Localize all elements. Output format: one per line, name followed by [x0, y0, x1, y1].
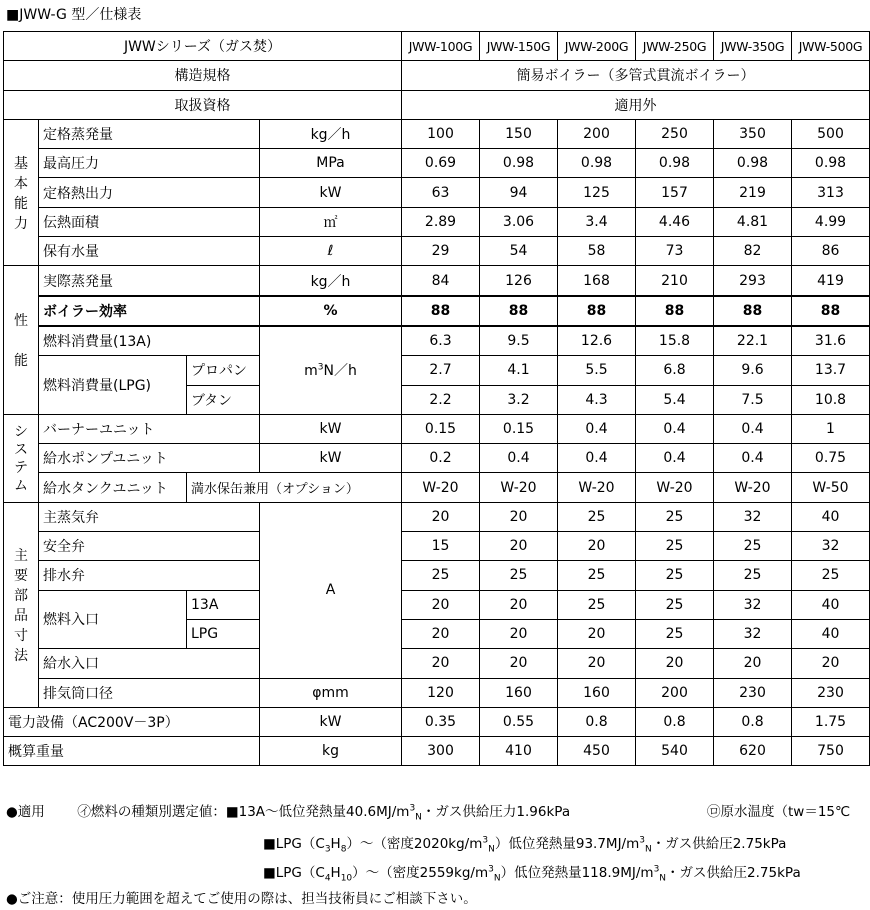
cell: 25 [558, 561, 636, 590]
note-text: ）～（密度2559kg/m [352, 865, 489, 881]
table-row [4, 502, 870, 531]
cell: 0.4 [714, 444, 792, 473]
group-performance: 性 能 [4, 266, 39, 414]
cell: 0.35 [402, 707, 480, 736]
cell: 88 [714, 296, 792, 326]
cell: 25 [636, 561, 714, 590]
cell: 219 [714, 178, 792, 207]
cell: 20 [636, 649, 714, 678]
cell: 157 [636, 178, 714, 207]
cell: 0.8 [558, 707, 636, 736]
cell: 25 [558, 502, 636, 531]
spec-table [3, 31, 870, 766]
cell: 10.8 [792, 385, 870, 414]
note-sub: N [415, 812, 422, 823]
row-label: 実際蒸発量 [39, 266, 260, 296]
cell: 2.7 [402, 356, 480, 385]
cell: 25 [558, 590, 636, 619]
note-water-temp: ㋺原水温度（tw＝15℃ [707, 804, 851, 820]
cell: 0.15 [480, 414, 558, 443]
cell: 9.6 [714, 356, 792, 385]
note-line-3 [263, 861, 801, 884]
cell: 0.4 [480, 444, 558, 473]
cell: 58 [558, 237, 636, 266]
cell: 0.55 [480, 707, 558, 736]
cell: 230 [714, 678, 792, 707]
cell: W-20 [402, 473, 480, 502]
cell: 22.1 [714, 326, 792, 356]
row-label: ボイラー効率 [39, 296, 260, 326]
cell: W-50 [792, 473, 870, 502]
table-row [4, 61, 870, 90]
cell: 2.89 [402, 207, 480, 236]
cell: 20 [558, 649, 636, 678]
note-sub: N [644, 844, 652, 855]
cell: 0.15 [402, 414, 480, 443]
cell: 84 [402, 266, 480, 296]
license-value: 適用外 [402, 90, 870, 119]
model-header: JWW-500G [792, 32, 870, 61]
note-sup: 3 [653, 864, 660, 875]
row-label: 電力設備（AC200V－3P） [4, 707, 260, 736]
cell: 20 [402, 649, 480, 678]
cell: 20 [480, 532, 558, 561]
row-label: 燃料消費量(13A) [39, 326, 260, 356]
cell: 0.8 [636, 707, 714, 736]
cell: 29 [402, 237, 480, 266]
cell: 12.6 [558, 326, 636, 356]
table-row [4, 356, 870, 385]
table-row [4, 444, 870, 473]
row-label: 安全弁 [39, 532, 260, 561]
note-sup: 3 [488, 864, 494, 875]
group-parts: 主 要 部 品 寸 法 [4, 502, 39, 707]
cell: 410 [480, 737, 558, 766]
row-sublabel: 13A [187, 590, 260, 619]
note-sub: 8 [340, 844, 347, 855]
cell: 5.5 [558, 356, 636, 385]
row-unit: $m^3N/h$ [260, 326, 402, 414]
table-row [4, 296, 870, 326]
cell: 32 [714, 502, 792, 531]
cell: 20 [714, 649, 792, 678]
row-label: 燃料消費量(LPG) [39, 356, 187, 415]
cell: 25 [636, 619, 714, 648]
note-text: ・ガス供給圧2.75kPa [651, 836, 787, 852]
cell: 2.2 [402, 385, 480, 414]
cell: 250 [636, 119, 714, 148]
cell: 63 [402, 178, 480, 207]
note-line-1 [6, 800, 570, 823]
note-text: ・ガス供給圧力1.96kPa [421, 804, 571, 820]
cell: 0.8 [714, 707, 792, 736]
cell: 25 [714, 532, 792, 561]
cell: 15 [402, 532, 480, 561]
table-row [4, 266, 870, 296]
cell: 4.99 [792, 207, 870, 236]
table-row [4, 237, 870, 266]
cell: 3.2 [480, 385, 558, 414]
cell: 88 [480, 296, 558, 326]
row-label: 最高圧力 [39, 149, 260, 178]
note-sub: 3 [324, 844, 331, 855]
table-row [4, 561, 870, 590]
cell: 0.98 [558, 149, 636, 178]
cell: 40 [792, 502, 870, 531]
cell: 32 [792, 532, 870, 561]
cell: 32 [714, 619, 792, 648]
row-label: 定格熱出力 [39, 178, 260, 207]
cell: 350 [714, 119, 792, 148]
cell: W-20 [480, 473, 558, 502]
table-row [4, 90, 870, 119]
row-unit: kW [260, 414, 402, 443]
model-header: JWW-200G [558, 32, 636, 61]
cell: 13.7 [792, 356, 870, 385]
cell: 20 [402, 619, 480, 648]
note-text: H [330, 865, 341, 881]
cell: 4.46 [636, 207, 714, 236]
row-label: 給水タンクユニット [39, 473, 187, 502]
cell: 620 [714, 737, 792, 766]
cell: 0.98 [714, 149, 792, 178]
row-label: 排水弁 [39, 561, 260, 590]
cell: 4.1 [480, 356, 558, 385]
cell: 6.3 [402, 326, 480, 356]
row-unit: kg／h [260, 266, 402, 296]
cell: 0.4 [636, 414, 714, 443]
model-header: JWW-150G [480, 32, 558, 61]
note-text: ■LPG（C [263, 865, 325, 881]
row-label: 定格蒸発量 [39, 119, 260, 148]
cell: W-20 [558, 473, 636, 502]
cell: 4.81 [714, 207, 792, 236]
row-unit: MPa [260, 149, 402, 178]
cell: 88 [402, 296, 480, 326]
note-text: ）低位発熱量118.9MJ/m [500, 865, 654, 881]
cell: 86 [792, 237, 870, 266]
cell: 20 [480, 619, 558, 648]
table-row [4, 590, 870, 619]
cell: 0.2 [402, 444, 480, 473]
cell: 25 [714, 561, 792, 590]
cell: 25 [636, 590, 714, 619]
cell: 20 [402, 502, 480, 531]
row-unit: kg [260, 737, 402, 766]
note-text: ）～（密度2020kg/m [346, 836, 483, 852]
row-unit: ℓ [260, 237, 402, 266]
cell: 20 [558, 532, 636, 561]
note-text: H [330, 836, 341, 852]
group-system: シ ス テ ム [4, 414, 39, 502]
cell: 25 [636, 502, 714, 531]
cell: W-20 [714, 473, 792, 502]
row-unit: φmm [260, 678, 402, 707]
model-header: JWW-100G [402, 32, 480, 61]
cell: 0.4 [714, 414, 792, 443]
table-row [4, 649, 870, 678]
table-row [4, 149, 870, 178]
structure-value: 簡易ボイラー（多管式貫流ボイラー） [402, 61, 870, 90]
cell: 160 [558, 678, 636, 707]
cell: 15.8 [636, 326, 714, 356]
cell: 25 [792, 561, 870, 590]
table-row [4, 207, 870, 236]
cell: 125 [558, 178, 636, 207]
row-sublabel: 満水保缶兼用（オプション） [187, 473, 402, 502]
note-sub: N [488, 844, 495, 855]
cell: 210 [636, 266, 714, 296]
row-unit: kW [260, 178, 402, 207]
table-row [4, 473, 870, 502]
table-row [4, 678, 870, 707]
cell: 82 [714, 237, 792, 266]
row-sublabel: プロパン [187, 356, 260, 385]
cell: 126 [480, 266, 558, 296]
cell: 750 [792, 737, 870, 766]
row-label: バーナーユニット [39, 414, 260, 443]
cell: 0.4 [558, 414, 636, 443]
cell: 200 [636, 678, 714, 707]
cell: 20 [480, 649, 558, 678]
cell: 9.5 [480, 326, 558, 356]
cell: 1.75 [792, 707, 870, 736]
table-row [4, 414, 870, 443]
note-sup: 3 [409, 803, 416, 814]
row-unit: kW [260, 444, 402, 473]
note-sub: 10 [340, 873, 353, 884]
page-title: ■JWW-G 型／仕様表 [6, 7, 142, 23]
cell: 5.4 [636, 385, 714, 414]
cell: 20 [402, 590, 480, 619]
note-caution: ●ご注意：使用圧力範囲を超えてご使用の際は、担当技術員にご相談下さい。 [6, 891, 477, 907]
row-label: 燃料入口 [39, 590, 187, 649]
table-row [4, 32, 870, 61]
cell: 0.98 [480, 149, 558, 178]
cell: 7.5 [714, 385, 792, 414]
cell: 293 [714, 266, 792, 296]
cell: 419 [792, 266, 870, 296]
license-label: 取扱資格 [4, 90, 402, 119]
cell: 200 [558, 119, 636, 148]
table-row [4, 326, 870, 356]
cell: 20 [792, 649, 870, 678]
cell: 3.06 [480, 207, 558, 236]
row-label: 概算重量 [4, 737, 260, 766]
row-unit: A [260, 502, 402, 678]
note-text: ■LPG（C [263, 836, 325, 852]
cell: 54 [480, 237, 558, 266]
cell: 88 [558, 296, 636, 326]
cell: 0.4 [558, 444, 636, 473]
cell: 100 [402, 119, 480, 148]
table-row [4, 119, 870, 148]
note-sub: N [493, 873, 501, 884]
note-text: ）低位発熱量93.7MJ/m [494, 836, 640, 852]
cell: 120 [402, 678, 480, 707]
row-label: 排気筒口径 [39, 678, 260, 707]
cell: 25 [402, 561, 480, 590]
row-unit: kg／h [260, 119, 402, 148]
row-unit: kW [260, 707, 402, 736]
row-label: 保有水量 [39, 237, 260, 266]
cell: 0.98 [792, 149, 870, 178]
cell: 230 [792, 678, 870, 707]
note-sup: 3 [482, 835, 489, 846]
note-sub: 4 [324, 873, 331, 884]
note-line-2 [263, 832, 786, 855]
note-text: ・ガス供給圧2.75kPa [666, 865, 801, 881]
table-row [4, 178, 870, 207]
table-row [4, 707, 870, 736]
row-sublabel: LPG [187, 619, 260, 648]
note-sup: 3 [639, 835, 645, 846]
cell: 31.6 [792, 326, 870, 356]
row-label: 主蒸気弁 [39, 502, 260, 531]
cell: 3.4 [558, 207, 636, 236]
group-basic: 基 本 能 力 [4, 119, 39, 265]
cell: 6.8 [636, 356, 714, 385]
cell: 88 [636, 296, 714, 326]
cell: 25 [480, 561, 558, 590]
note-fuel-basis: ㋑燃料の種類別選定値： [77, 804, 226, 820]
cell: 500 [792, 119, 870, 148]
cell: 20 [558, 619, 636, 648]
cell: 0.98 [636, 149, 714, 178]
row-unit: % [260, 296, 402, 326]
note-applicable: ●適用 [6, 804, 45, 820]
cell: 40 [792, 619, 870, 648]
cell: 300 [402, 737, 480, 766]
cell: 313 [792, 178, 870, 207]
table-row [4, 737, 870, 766]
model-header: JWW-250G [636, 32, 714, 61]
cell: W-20 [636, 473, 714, 502]
cell: 168 [558, 266, 636, 296]
cell: 1 [792, 414, 870, 443]
cell: 32 [714, 590, 792, 619]
cell: 25 [636, 532, 714, 561]
note-sub: N [659, 873, 667, 884]
row-label: 給水入口 [39, 649, 260, 678]
cell: 88 [792, 296, 870, 326]
cell: 0.75 [792, 444, 870, 473]
cell: 4.3 [558, 385, 636, 414]
cell: 160 [480, 678, 558, 707]
model-header: JWW-350G [714, 32, 792, 61]
row-sublabel: ブタン [187, 385, 260, 414]
cell: 20 [480, 502, 558, 531]
cell: 0.69 [402, 149, 480, 178]
cell: 20 [480, 590, 558, 619]
row-label: 伝熱面積 [39, 207, 260, 236]
cell: 40 [792, 590, 870, 619]
note-text: ■13A～低位発熱量40.6MJ/m [225, 804, 410, 820]
cell: 94 [480, 178, 558, 207]
row-label: 給水ポンプユニット [39, 444, 260, 473]
cell: 540 [636, 737, 714, 766]
row-unit: ㎡ [260, 207, 402, 236]
table-row [4, 532, 870, 561]
cell: 450 [558, 737, 636, 766]
structure-label: 構造規格 [4, 61, 402, 90]
series-header: JWWシリーズ（ガス焚） [4, 32, 402, 61]
cell: 150 [480, 119, 558, 148]
cell: 0.4 [636, 444, 714, 473]
cell: 73 [636, 237, 714, 266]
